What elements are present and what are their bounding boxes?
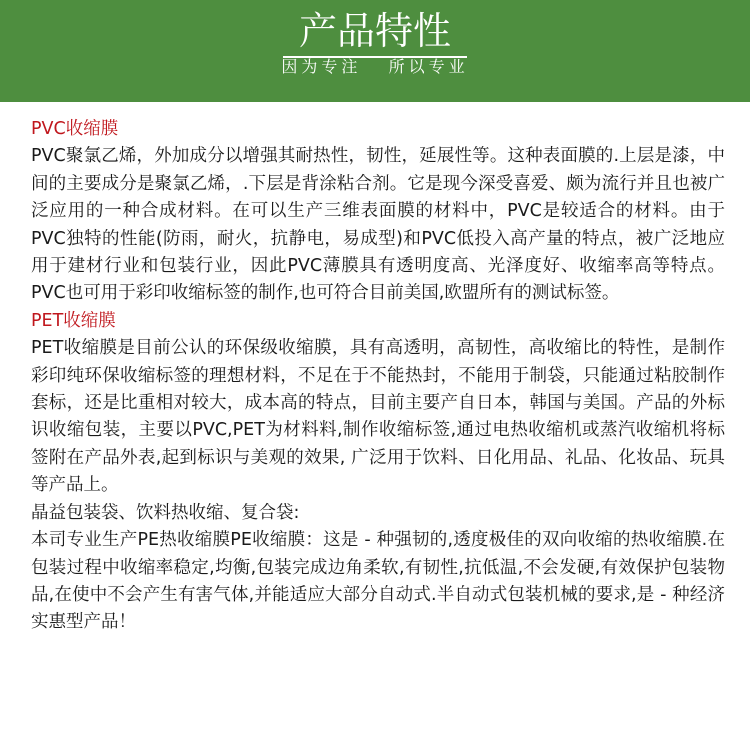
pvc-paragraph: PVC聚氯乙烯，外加成分以增强其耐热性，韧性，延展性等。这种表面膜的.上层是漆，中间的主要成分是聚氯乙烯，.下层是背涂粘合剂。它是现今深受喜爱、颇为流行并且也被广泛应用的一种合成材料。在可以生产三维表面膜的材料中，PVC是较适合的材料。由于PVC独特的性能(防雨，耐火，抗静电，易成型)和PVC低投入高产量的特点，被广泛地应用于建材行业和包装行业，因此PVC薄膜具有透明度高、光泽度好、收缩率高等特点。PVC也可用于彩印收缩标签的制作,也可符合目前美国,欧盟所有的测试标签。 [31,146,725,304]
header-banner [0,0,750,102]
pet-heading: PET收缩膜 [31,310,116,331]
pvc-heading: PVC收缩膜 [31,119,119,139]
page-subtitle: 因为专注 所以专业 [281,57,469,76]
page-title: 产品特性 [298,9,451,53]
pet-paragraph: PET收缩膜是目前公认的环保级收缩膜，具有高透明，高韧性，高收缩比的特性，是制作彩印纯环保收缩标签的理想材料，不足在于不能热封，不能用于制袋，只能通过粘胶制作套标，还是比重相对较大，成本高的特点，目前主要产自日本，韩国与美国。产品的外标识收缩包装，主要以PVC,PET为材料料,制作收缩标签,通过电热收缩机或蒸汽收缩机将标签附在产品外表,起到标识与美观的效果, 广泛用于饮料、日化用品、礼品、化妆品、玩具等产品上。 [31,338,725,496]
article-body [31,116,725,637]
company-intro-line: 晶益包装袋、饮料热收缩、复合袋: [31,502,300,523]
pe-film-paragraph: 本司专业生产PE热收缩膜PE收缩膜：这是 - 种强韧的,透度极佳的双向收缩的热收缩膜.在包装过程中收缩率稳定,均衡,包装完成边角柔软,有韧性,抗低温,不会发硬,有效保护包装物品,在使中不会产生有害气体,并能适应大部分自动式.半自动式包装机械的要求,是 - 种经济实惠型产品！ [31,530,725,633]
